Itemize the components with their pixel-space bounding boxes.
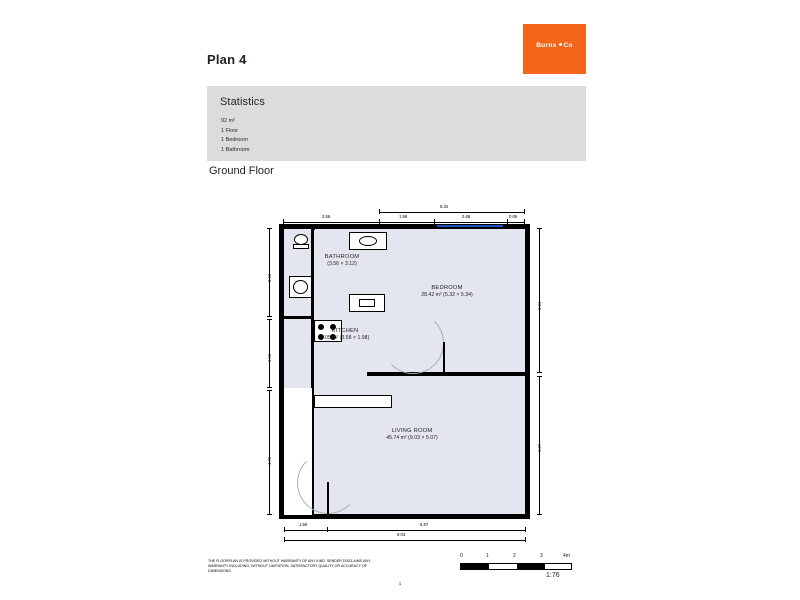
room-name: BATHROOM: [324, 254, 360, 260]
room-area: 45.74 m² (9.03 × 5.07): [386, 435, 438, 441]
room-name: KITCHEN: [331, 328, 359, 334]
dim-left-2: 1.98: [267, 353, 272, 362]
room-name: LIVING ROOM: [391, 428, 433, 434]
dim-tick: [537, 376, 542, 377]
dim-tick: [284, 537, 285, 542]
dim-top-outer: 5.32: [440, 204, 449, 209]
scale-tick-label: 3: [540, 553, 543, 559]
list-item: 1 Bathroom: [221, 146, 250, 153]
dim-tick: [525, 537, 526, 542]
toilet-cistern-icon: [293, 244, 309, 249]
statistics-panel: [207, 86, 586, 161]
list-item: 1 Bedroom: [221, 137, 248, 143]
dim-line-left-3: [269, 390, 270, 515]
scale-bar-segment: [517, 564, 545, 569]
scale-bar-segment: [461, 564, 489, 569]
bath-inner-icon: [293, 280, 308, 294]
dim-right-lower: 5.07: [537, 443, 542, 452]
room-area: 7.05 m² (3.58 × 1.98): [320, 335, 370, 341]
dim-tick: [524, 209, 525, 214]
wall-right-upper: [525, 224, 530, 374]
list-item: 1 Floor: [221, 127, 239, 134]
room-label-bathroom: [297, 254, 387, 267]
scale-tick-label: 4m: [563, 553, 570, 559]
dim-tick: [537, 372, 542, 373]
basin-icon: [359, 236, 377, 246]
dim-bottom-2: 6.97: [420, 522, 429, 527]
second-basin-icon: [359, 299, 375, 307]
dim-line-bottom-chain: [284, 530, 526, 531]
scale-bar: [460, 553, 575, 579]
door-arc-bedroom: [382, 312, 444, 374]
dim-line-left-1: [269, 228, 270, 317]
dim-tick: [525, 527, 526, 532]
brand-logo: [523, 24, 586, 74]
dim-tick: [379, 209, 380, 214]
page-title: Plan 4: [207, 52, 247, 67]
door-leaf-bedroom: [443, 342, 445, 374]
dim-tick: [267, 316, 272, 317]
disclaimer-text: THE FLOORPLAN IS PROVIDED WITHOUT WARRANTY OF ANY KIND. SENDER DISCLAIMS ANY WARRANTY INCLUDING, WITHOUT LIMITATION, SATISFACTORY QUALITY OR ACCURACY OF DIMENSIONS.: [208, 559, 371, 573]
dim-tick: [327, 527, 328, 532]
wall-bedroom-living: [367, 372, 527, 376]
page-number: 1: [398, 581, 402, 586]
dim-right-upper: 5.34: [537, 301, 542, 310]
dim-bottom-1: 1.59: [299, 522, 308, 527]
dim-tick: [284, 527, 285, 532]
dim-top-3: 2.68: [462, 214, 471, 219]
dim-tick: [267, 319, 272, 320]
brand-name-right: Co: [563, 42, 573, 49]
wall-right-lower: [525, 374, 530, 519]
dim-top-4: 0.65: [509, 214, 518, 219]
floor-label: Ground Floor: [209, 165, 274, 177]
scale-bar-numbers: [460, 553, 575, 561]
dim-left-1: 3.12: [267, 273, 272, 282]
brand-dot-icon: [559, 43, 562, 46]
dim-top-1: 3.56: [322, 214, 331, 219]
dim-line-top-chain: [283, 222, 525, 223]
dim-tick: [537, 514, 542, 515]
door-leaf-living: [327, 482, 329, 515]
scale-tick-label: 1: [486, 553, 489, 559]
dim-tick: [267, 390, 272, 391]
room-area: (3.56 × 3.12): [327, 261, 357, 267]
kitchen-bench: [314, 395, 392, 408]
scale-tick-label: 2: [513, 553, 516, 559]
scale-ratio: 1:76: [546, 572, 560, 579]
dim-line-bottom-outer: [284, 540, 526, 541]
scale-tick-label: 0: [460, 553, 463, 559]
statistics-list: [221, 117, 249, 155]
wall-bottom: [279, 514, 530, 519]
floorplan-drawing: [207, 190, 586, 540]
list-item: 92 m²: [221, 118, 236, 124]
brand-name-left: Burns: [536, 42, 557, 49]
dim-tick: [267, 228, 272, 229]
dim-tick: [537, 228, 542, 229]
wall-bath-kitchen-right: [311, 228, 314, 388]
brand-logo-text: [523, 42, 586, 49]
room-label-kitchen: [285, 328, 405, 341]
scale-bar-track: [460, 563, 572, 570]
dim-tick: [267, 514, 272, 515]
dim-line-top-outer: [379, 212, 525, 213]
dim-line-right-upper: [539, 228, 540, 373]
room-area: 28.42 m² (5.32 × 5.34): [421, 292, 473, 298]
dim-top-2: 1.99: [399, 214, 408, 219]
room-label-living: [347, 428, 477, 441]
statistics-title: Statistics: [220, 96, 266, 108]
window-top: [437, 225, 503, 227]
wall-bath-kitchen-split: [284, 316, 314, 319]
room-name: BEDROOM: [431, 285, 463, 291]
dim-tick: [267, 387, 272, 388]
dim-left-3: 4.75: [267, 456, 272, 465]
room-label-bedroom: [387, 285, 507, 298]
dim-bottom-outer: 9.03: [397, 532, 406, 537]
